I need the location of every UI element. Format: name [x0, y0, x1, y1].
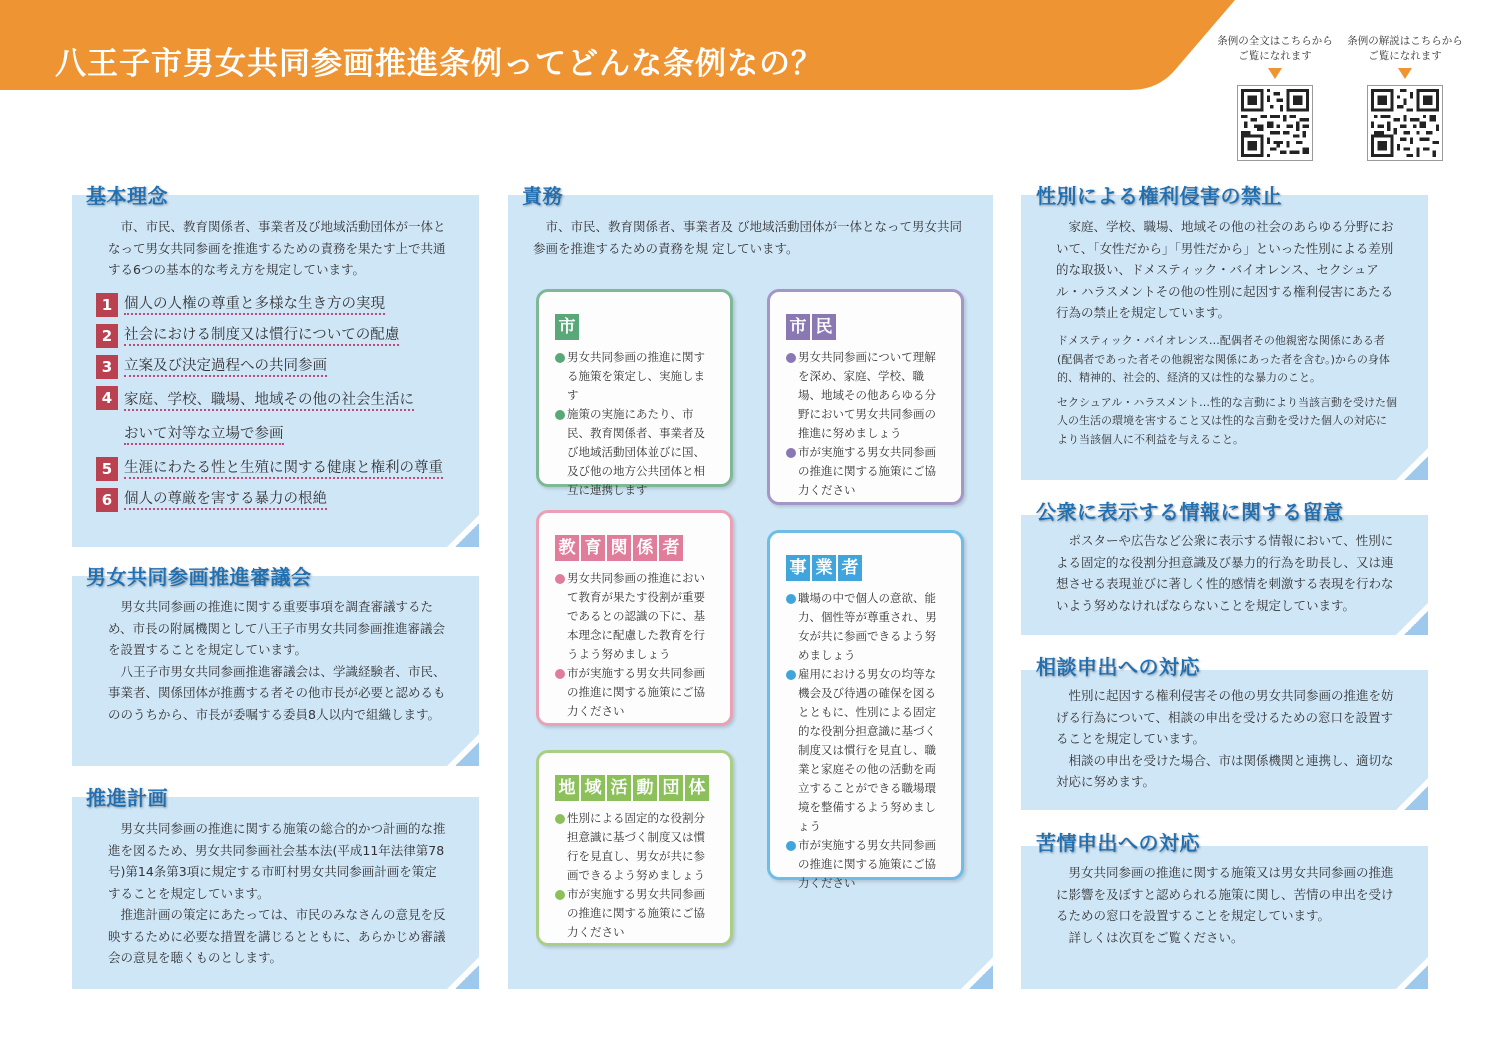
card-item: 市が実施する男女共同参画の推進に関する施策にご協力ください: [555, 664, 714, 721]
principle-number: 1: [96, 293, 118, 317]
body-paragraph: 相談の申出を受けた場合、市は関係機関と連携し、適切な対応に努めます。: [1056, 752, 1394, 789]
label-char: 体: [685, 775, 709, 801]
body-paragraph: 推進計画の策定にあたっては、市民のみなさんの意見を反映するために必要な措置を講じるとともに、あらかじめ審議会の意見を聴くものとします。: [108, 907, 446, 965]
folded-corner-icon: [1404, 965, 1428, 989]
principle-text: 社会における制度又は慣行についての配慮: [124, 327, 399, 346]
card-label: [555, 775, 714, 801]
principle-number: 4: [96, 386, 118, 410]
body-paragraph: 家庭、学校、職場、地域その他の社会のあらゆる分野において、「女性だから」「男性だから」といった性別による差別的な取扱い、ドメスティック・バイオレンス、セクシュアル・ハラスメントその他の性別に起因する権利侵害にあたる行為の禁止を規定しています。: [1056, 219, 1394, 320]
folded-corner-icon: [1404, 611, 1428, 635]
qr-explanation: [1340, 34, 1470, 161]
section-title: 責務: [522, 184, 563, 208]
section-title: 苦情申出への対応: [1036, 831, 1200, 855]
body-paragraph: 男女共同参画の推進に関する重要事項を調査審議するため、市長の附属機関として八王子市男女共同参画推進審議会を設置することを規定しています。: [108, 599, 446, 657]
principle-number: 3: [96, 355, 118, 379]
card-item: 男女共同参画について理解を深め、家庭、学校、職場、地域その他あらゆる分野において男女共同参画の推進に努めましょう: [786, 348, 945, 443]
folded-corner-icon: [455, 523, 479, 547]
body-paragraph: ポスターや広告など公衆に表示する情報において、性別による固定的な役割分担意識及び暴力的行為を助長し、又は連想させる表現並びに著しく性的感情を刺激する表現を行わないよう努めなければならないことを規定しています。: [1056, 533, 1394, 613]
card-item: 雇用における男女の均等な機会及び待遇の確保を図るとともに、性別による固定的な役割分担意識に基づく制度又は慣行を見直し、職業と家庭その他の活動を両立することができる職場環境を整備するよう努めましょう: [786, 665, 945, 836]
qr-caption-line2: ご覧になれます: [1368, 50, 1442, 62]
section-body: [1056, 685, 1396, 793]
principle-item: [96, 293, 476, 318]
card-label: [555, 535, 714, 561]
label-char: 者: [659, 535, 683, 561]
section-intro: [533, 216, 973, 259]
body-paragraph: 詳しくは次頁をご覧ください。: [1068, 929, 1244, 945]
card-item: 市が実施する男女共同参画の推進に関する施策にご協力ください: [786, 443, 945, 500]
section-intro: [108, 216, 448, 281]
principle-item: [96, 355, 476, 380]
card-city: [536, 289, 733, 497]
principle-item: [96, 488, 476, 513]
card-item: 男女共同参画の推進に関する施策を策定し、実施します: [555, 348, 714, 405]
principle-text: 個人の尊厳を害する暴力の根絶: [124, 491, 327, 510]
label-char: 育: [581, 535, 605, 561]
label-char: 教: [555, 535, 579, 561]
section-title: 公衆に表示する情報に関する留意: [1036, 500, 1344, 524]
section-body: [1056, 862, 1396, 948]
principle-text: 生涯にわたる性と生殖に関する健康と権利の尊重: [124, 460, 443, 479]
definition-dv: ドメスティック・バイオレンス…配偶者その他親密な関係にある者(配偶者であった者その他親密な関係にあった者を含む。)からの身体的、精神的、社会的、経済的又は性的な暴力のこと。: [1057, 334, 1390, 384]
folded-corner-icon: [455, 965, 479, 989]
body-paragraph: 男女共同参画の推進に関する施策又は男女共同参画の推進に影響を及ぼすと認められる施策に関し、苦情の申出を受けるための窓口を設置することを規定しています。: [1056, 865, 1394, 923]
principle-number: 2: [96, 324, 118, 348]
page-title: 八王子市男女共同参画推進条例ってどんな条例なの？: [55, 46, 823, 82]
card-item: 市が実施する男女共同参画の推進に関する施策にご協力ください: [786, 836, 945, 893]
section-body: [108, 818, 448, 969]
section-body: [1056, 216, 1396, 324]
definition-sh: セクシュアル・ハラスメント…性的な言動により当該言動を受けた個人の生活の環境を害すること又は性的な言動を受けた個人の対応により当該個人に不利益を与えること。: [1057, 395, 1398, 446]
card-education: [536, 510, 733, 726]
card-item: 性別による固定的な役割分担意識に基づく制度又は慣行を見直し、男女が共に参画できるよう努めましょう: [555, 809, 714, 885]
card-item: 男女共同参画の推進において教育が果たす役割が重要であるとの認識の下に、基本理念に配慮した教育を行うよう努めましょう: [555, 569, 714, 664]
intro-text: 市、市民、教育関係者、事業者及 び地域活動団体が一体となって男女共同参画を推進するための責務を規 定しています。: [533, 219, 962, 256]
principle-text: 個人の人権の尊重と多様な生き方の実現: [124, 296, 385, 315]
label-char: 民: [812, 314, 836, 340]
label-char: 業: [812, 555, 836, 581]
label-char: 市: [786, 314, 810, 340]
principle-number: 5: [96, 457, 118, 481]
label-char: 地: [555, 775, 579, 801]
folded-corner-icon: [969, 965, 993, 989]
label-char: 域: [581, 775, 605, 801]
principle-item: [96, 457, 476, 482]
card-label: [786, 314, 945, 340]
section-title: 基本理念: [86, 184, 168, 208]
card-label: [555, 314, 714, 340]
card-community: [536, 750, 733, 946]
qr-code-icon[interactable]: [1237, 85, 1313, 161]
body-paragraph: 男女共同参画の推進に関する施策の総合的かつ計画的な推進を図るため、男女共同参画社会基本法(平成11年法律第78号)第14条第3項に規定する市町村男女共同参画計画を策定することを規定しています。: [108, 821, 446, 901]
label-char: 関: [607, 535, 631, 561]
qr-full-text: [1210, 34, 1340, 161]
principle-item: [96, 386, 476, 451]
intro-text: 市、市民、教育関係者、事業者及び地域活動団体が一体となって男女共同参画を推進するための責務を果たす上で共通する6つの基本的な考え方を規定しています。: [108, 219, 446, 277]
principle-text: 立案及び決定過程への共同参画: [124, 358, 327, 377]
principle-text-cont: おいて対等な立場で参画: [124, 426, 284, 445]
label-char: 団: [659, 775, 683, 801]
label-char: 市: [555, 314, 579, 340]
label-char: 事: [786, 555, 810, 581]
card-label: [786, 555, 945, 581]
qr-caption-line2: ご覧になれます: [1238, 50, 1312, 62]
arrow-down-icon: [1268, 68, 1282, 79]
section-title: 推進計画: [86, 786, 168, 810]
principle-text: 家庭、学校、職場、地域その他の社会生活に: [124, 392, 414, 411]
section-title: 性別による権利侵害の禁止: [1036, 184, 1282, 208]
label-char: 動: [633, 775, 657, 801]
label-char: 係: [633, 535, 657, 561]
folded-corner-icon: [1404, 456, 1428, 480]
folded-corner-icon: [1404, 786, 1428, 810]
label-char: 者: [838, 555, 862, 581]
label-char: 活: [607, 775, 631, 801]
qr-caption-line1: 条例の全文はこちらから: [1217, 35, 1333, 47]
body-paragraph: 八王子市男女共同参画推進審議会は、学識経験者、市民、事業者、関係団体が推薦する者その他市長が必要と認めるもののうちから、市長が委嘱する委員8人以内で組織します。: [108, 663, 446, 722]
card-item: 職場の中で個人の意欲、能力、個性等が尊重され、男女が共に参画できるよう努めましょう: [786, 589, 945, 665]
folded-corner-icon: [455, 742, 479, 766]
principles-list: [96, 293, 476, 519]
arrow-down-icon: [1398, 68, 1412, 79]
body-paragraph: 性別に起因する権利侵害その他の男女共同参画の推進を妨げる行為について、相談の申出を受けるための窓口を設置することを規定しています。: [1056, 688, 1394, 746]
definitions: [1057, 332, 1397, 449]
card-item: 施策の実施にあたり、市民、教育関係者、事業者及び地域活動団体並びに国、及び他の地方公共団体と相互に連携します: [555, 405, 714, 500]
card-citizen: [767, 289, 964, 505]
principle-number: 6: [96, 488, 118, 512]
principle-item: [96, 324, 476, 349]
section-title: 相談申出への対応: [1036, 655, 1200, 679]
section-body: [1056, 530, 1396, 616]
qr-code-icon[interactable]: [1367, 85, 1443, 161]
section-title: 男女共同参画推進審議会: [86, 565, 312, 589]
card-item: 市が実施する男女共同参画の推進に関する施策にご協力ください: [555, 885, 714, 942]
qr-caption-line1: 条例の解説はこちらから: [1347, 35, 1463, 47]
card-business: [767, 530, 964, 890]
section-body: [108, 596, 448, 725]
